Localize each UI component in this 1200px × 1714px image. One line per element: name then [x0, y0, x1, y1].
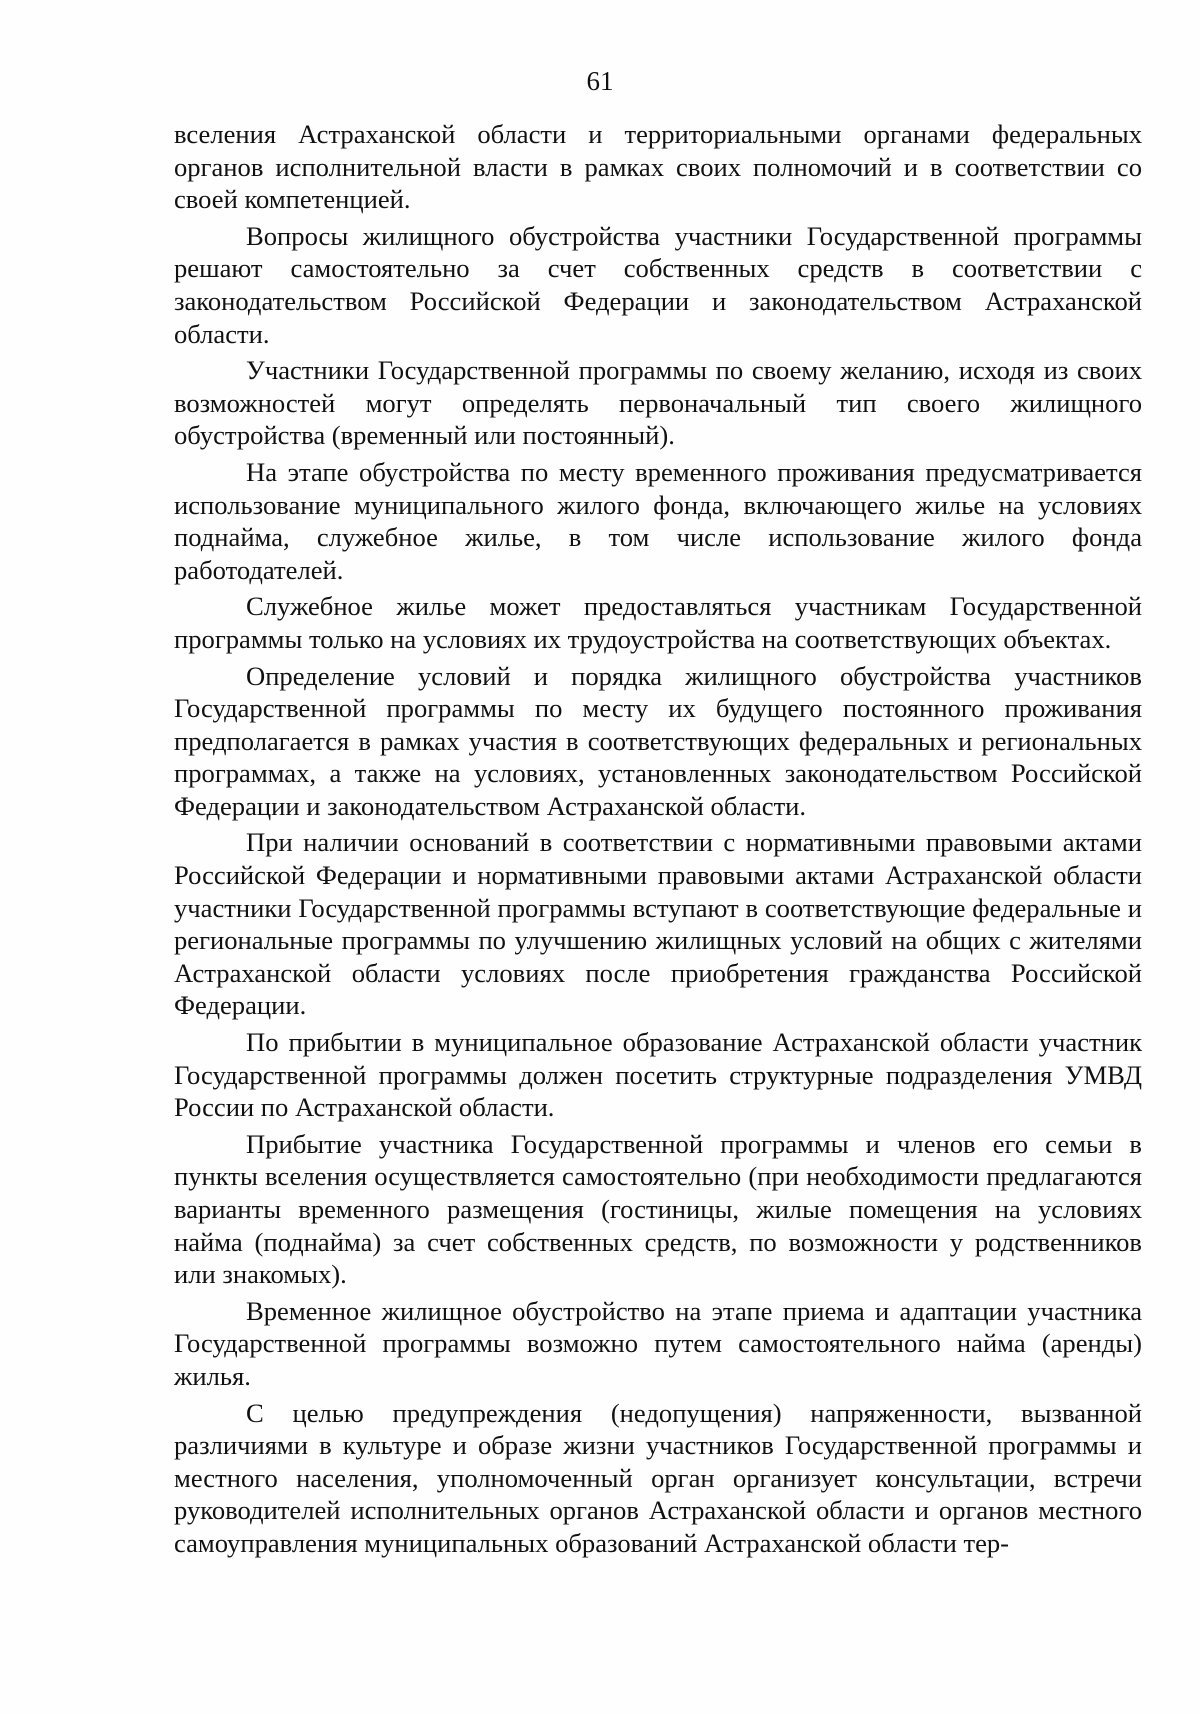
paragraph: Участники Государственной программы по своему желанию, исходя из своих возможностей могут определять первоначальный тип своего жилищного обустройства (временный или постоянный).	[174, 355, 1142, 451]
paragraph: Определение условий и порядка жилищного обустройства участников Государственной программы по месту их будущего постоянного проживания предполагается в рамках участия в соответствующих федеральных и региональных программах, а также на условиях, установленных законодательством Российской Федерации и законодательством Астраханской области.	[174, 660, 1142, 821]
paragraph: Прибытие участника Государственной программы и членов его семьи в пункты вселения осуществляется самостоятельно (при необходимости предлагаются варианты временного размещения (гостиницы, жилые помещения на условиях найма (поднайма) за счет собственных средств, по возможности у родственников или знакомых).	[174, 1128, 1142, 1290]
paragraph: С целью предупреждения (недопущения) напряженности, вызванной различиями в культуре и образе жизни участников Государственной программы и местного населения, уполномоченный орган организует консультации, встречи руководителей исполнительных органов Астраханской области и органов местного самоуправления муниципальных образований Астраханской области тер-	[174, 1397, 1142, 1558]
page-number: 61	[586, 66, 614, 96]
paragraph: вселения Астраханской области и территориальными органами федеральных органов исполнительной власти в рамках своих полномочий и в соответствии со своей компетенцией.	[174, 119, 1142, 215]
paragraph: Вопросы жилищного обустройства участники Государственной программы решают самостоятельно за счет собственных средств в соответствии с законодательством Российской Федерации и законодательством Астраханской области.	[174, 220, 1142, 349]
paragraph: Служебное жилье может предоставляться участникам Государственной программы только на условиях их трудоустройства на соответствующих объектах.	[174, 591, 1142, 654]
document-body	[174, 118, 1142, 1564]
paragraph: При наличии оснований в соответствии с нормативными правовыми актами Российской Федерации и нормативными правовыми актами Астраханской области участники Государственной программы вступают в соответствующие федеральные и региональные программы по улучшению жилищных условий на общих с жителями Астраханской области условиях после приобретения гражданства Российской Федерации.	[174, 827, 1142, 1021]
paragraph: Временное жилищное обустройство на этапе приема и адаптации участника Государственной программы возможно путем самостоятельного найма (аренды) жилья.	[174, 1295, 1142, 1391]
paragraph: По прибытии в муниципальное образование Астраханской области участник Государственной программы должен посетить структурные подразделения УМВД России по Астраханской области.	[174, 1027, 1142, 1123]
paragraph: На этапе обустройства по месту временного проживания предусматривается использование муниципального жилого фонда, включающего жилье на условиях поднайма, служебное жилье, в том числе использование жилого фонда работодателей.	[174, 456, 1142, 585]
